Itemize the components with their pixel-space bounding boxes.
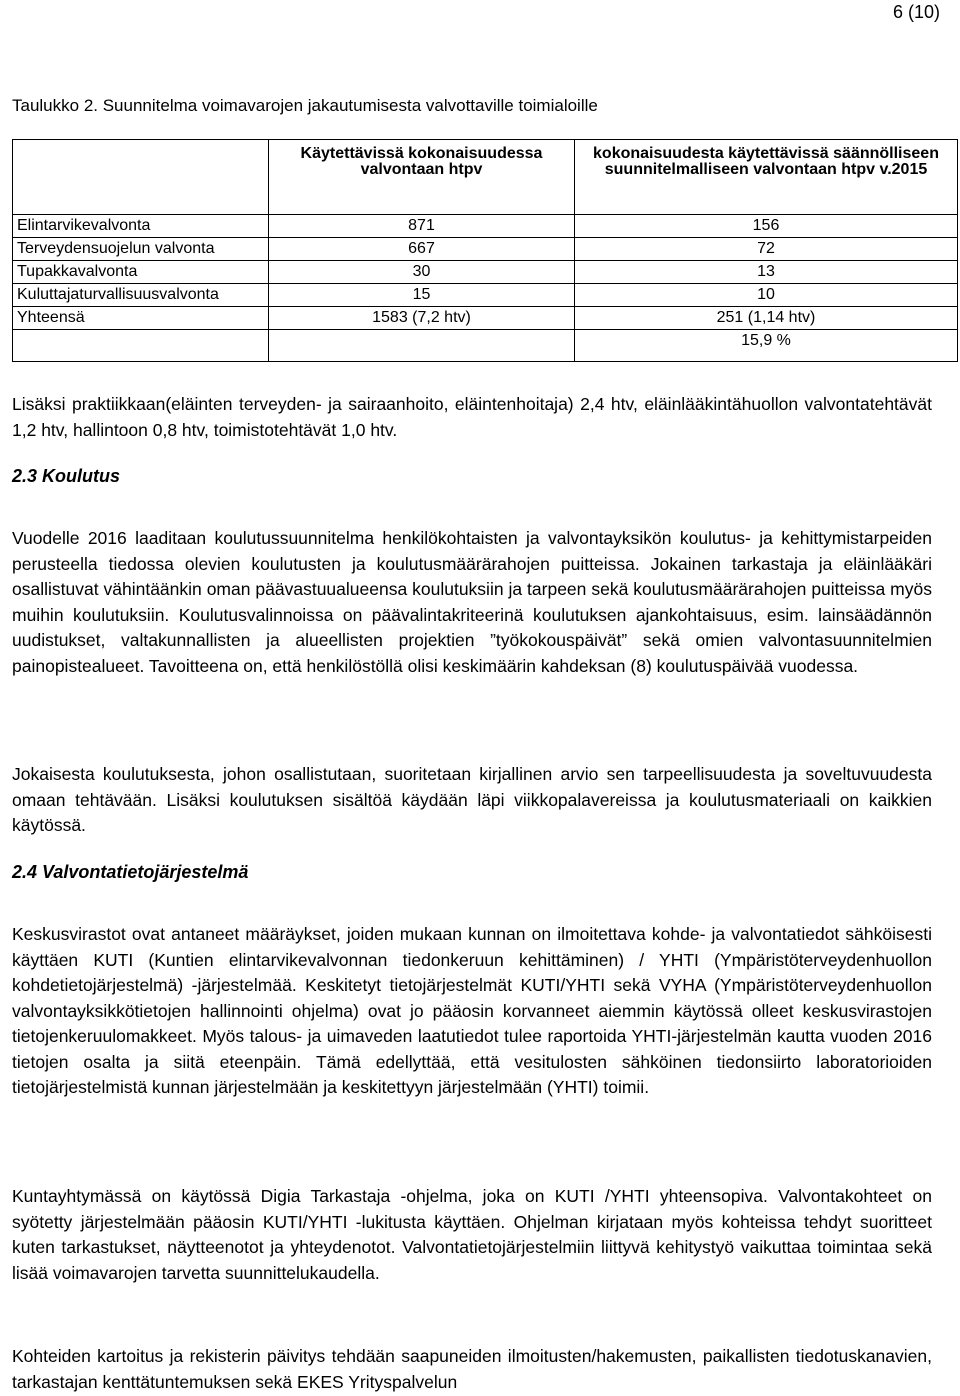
table-cell: 72 [575,238,958,261]
table-cell: 156 [575,215,958,238]
table-cell: Elintarvikevalvonta [13,215,269,238]
table-cell: 15 [269,284,575,307]
table-cell: 667 [269,238,575,261]
table-cell [13,330,269,362]
resource-table [12,139,958,362]
table-cell: Tupakkavalvonta [13,261,269,284]
table-caption: Taulukko 2. Suunnitelma voimavarojen jakautumisesta valvottaville toimialoille [12,96,598,115]
table-header-cell [13,140,269,215]
table-row [13,284,958,307]
table-row [13,261,958,284]
paragraph-lisaksi: Lisäksi praktiikkaan(eläinten terveyden- ja sairaanhoito, eläintenhoitaja) 2,4 htv, eläinlääkintähuollon valvontatehtävät 1,2 htv, hallintoon 0,8 htv, toimistotehtävät 1,0 htv. [12,394,932,440]
table-row [13,215,958,238]
table-cell [269,330,575,362]
table-cell: 10 [575,284,958,307]
page-number: 6 (10) [892,2,940,22]
table-row [13,238,958,261]
table-cell: 13 [575,261,958,284]
table-cell: 1583 (7,2 htv) [269,307,575,330]
table-header-row [13,140,958,215]
paragraph-valvontatieto-3: Kohteiden kartoitus ja rekisterin päivitys tehdään saapuneiden ilmoitusten/hakemusten, paikallisten tiedotuskanavien, tarkastajan kenttätuntemuksen sekä EKES Yrityspalvelun [12,1346,932,1392]
table-header-cell: kokonaisuudesta käytettävissä säännölliseen suunnitelmalliseen valvontaan htpv v.2015 [575,140,958,215]
paragraph-valvontatieto-2: Kuntayhtymässä on käytössä Digia Tarkastaja -ohjelma, joka on KUTI /YHTI yhteensopiva. Valvontakohteet on syötetty järjestelmään pääosin KUTI/YHTI -lukitusta käyttäen. Ohjelman kirjataan myös kohteissa tehdyt suoritteet kuten tarkastukset, näytteenotot ja yhteydenotot. Valvontatietojärjestelmiin liittyvä kehitystyö vaikuttaa toimintaa sekä lisää voimavarojen tarvetta suunnittelukaudella. [12,1186,932,1283]
table-row [13,307,958,330]
table-cell: 30 [269,261,575,284]
table-row [13,330,958,362]
table-cell: 251 (1,14 htv) [575,307,958,330]
paragraph-koulutus-1: Vuodelle 2016 laaditaan koulutussuunnitelma henkilökohtaisten ja valvontayksikön koulutus- ja kehittymistarpeiden perusteella tiedossa olevien koulutusten ja koulutusmäärärahojen puitteissa. Jokainen tarkastaja ja eläinlääkäri osallistuvat vähintäänkin oman päävastuualueensa koulutuksiin ja tarpeen sekä koulutusmäärärahojen puitteissa myös muihin koulutuksiin. Koulutusvalinnoissa on päävalintakriteerinä koulutuksen ajankohtaisuus, esim. lainsäädännön uudistukset, valtakunnallisten ja alueellisten projektien ”työkokouspäivät” sekä omien valvontasuunnitelmien painopistealueet. Tavoitteena on, että henkilöstöllä olisi keskimäärin kahdeksan (8) koulutuspäivää vuodessa. [12,528,932,676]
section-heading-valvontatietojarjestelma: 2.4 Valvontatietojärjestelmä [12,862,249,882]
paragraph-valvontatieto-1: Keskusvirastot ovat antaneet määräykset, joiden mukaan kunnan on ilmoitettava kohde- ja valvontatiedot sähköisesti käyttäen KUTI (Kuntien elintarvikevalvonnan tiedonkeruun kehittäminen) / YHTI (Ympäristöterveydenhuollon kohdetietojärjestelmä) -järjestelmää. Keskitetyt tietojärjestelmät KUTI/YHTI sekä VYHA (Ympäristöterveydenhuollon valvontayksikkötietojen hallinnointi ohjelma) ovat jo pääosin korvanneet aiemmin käytössä olleet keskusvirastojen tietojenkeruulomakkeet. Myös talous- ja uimaveden laatutiedot tulee raportoida YHTI-järjestelmän kautta vuoden 2016 tietojen osalta ja siitä eteenpäin. Tämä edellyttää, että vesitulosten sähköinen tiedonsiirto laboratorioiden tietojärjestelmistä kunnan järjestelmään ja keskitettyyn järjestelmään (YHTI) toimii. [12,924,932,1097]
table-cell: Terveydensuojelun valvonta [13,238,269,261]
table-cell: Kuluttajaturvallisuusvalvonta [13,284,269,307]
table-cell: 871 [269,215,575,238]
table-cell: 15,9 % [575,330,958,362]
section-heading-koulutus: 2.3 Koulutus [12,466,121,486]
table-header-cell: Käytettävissä kokonaisuudessa valvontaan htpv [269,140,575,215]
paragraph-koulutus-2: Jokaisesta koulutuksesta, johon osallistutaan, suoritetaan kirjallinen arvio sen tarpeellisuudesta ja soveltuvuudesta omaan tehtävään. Lisäksi koulutuksen sisältöä käydään läpi viikkopalavereissa ja koulutusmateriaali on kaikkien käytössä. [12,764,932,835]
table-cell: Yhteensä [13,307,269,330]
